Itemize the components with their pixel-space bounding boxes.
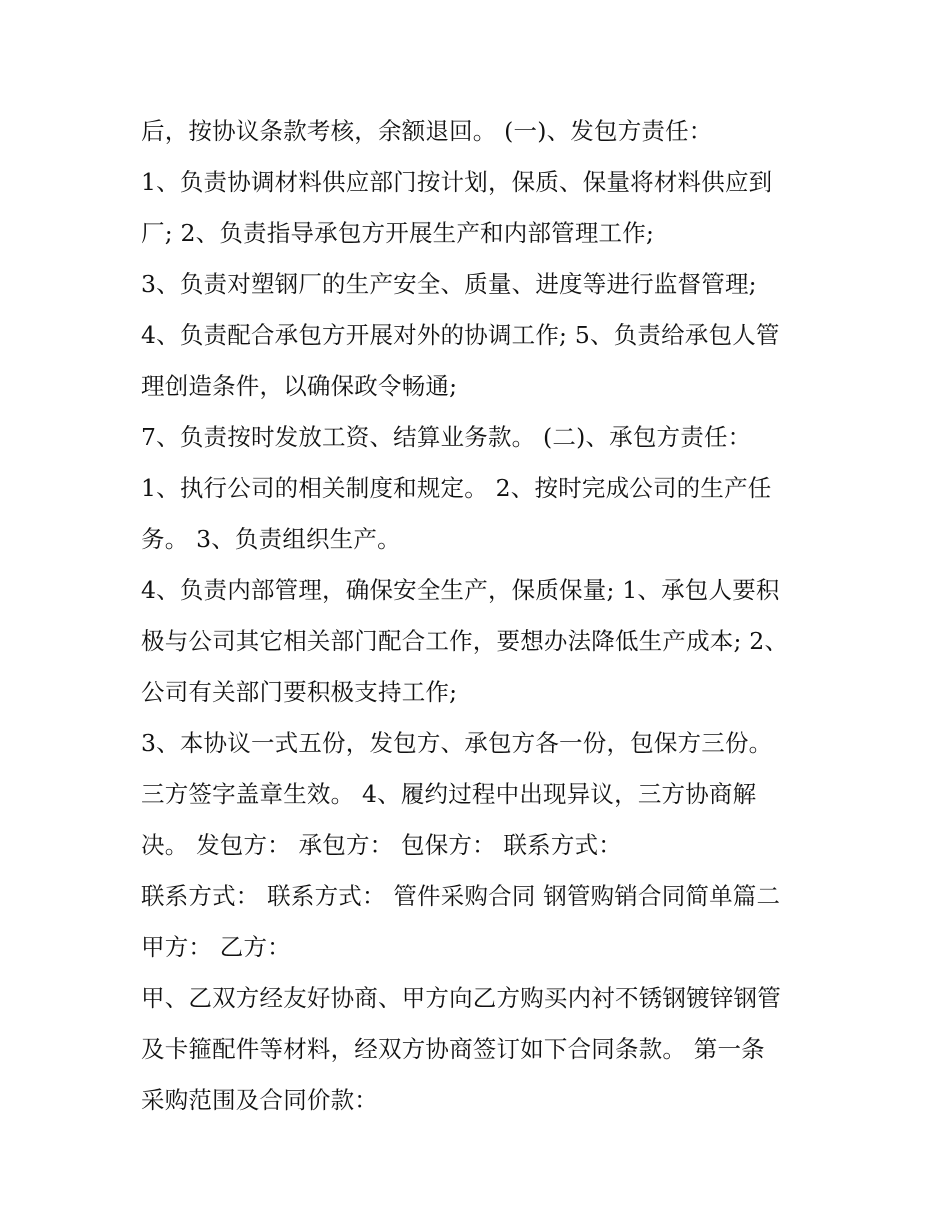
text-line: 厂; 2、负责指导承包方开展生产和内部管理工作; bbox=[141, 219, 655, 247]
document-body bbox=[141, 106, 831, 1126]
text-line: 理创造条件，以确保政令畅通; bbox=[141, 372, 458, 400]
text-line: 4、负责配合承包方开展对外的协调工作; 5、负责给承包人管 bbox=[141, 321, 780, 349]
text-line: 三方签字盖章生效。 4、履约过程中出现异议，三方协商解 bbox=[141, 780, 757, 808]
text-line: 4、负责内部管理，确保安全生产，保质保量; 1、承包人要积 bbox=[141, 576, 780, 604]
text-line: 及卡箍配件等材料，经双方协商签订如下合同条款。 第一条 bbox=[141, 1035, 765, 1063]
text-line: 务。 3、负责组织生产。 bbox=[141, 525, 401, 553]
text-line: 后，按协议条款考核，余额退回。 (一)、发包方责任： bbox=[141, 117, 713, 145]
text-line: 甲方： 乙方： bbox=[141, 933, 291, 961]
text-line: 7、负责按时发放工资、结算业务款。 (二)、承包方责任： bbox=[141, 423, 752, 451]
text-line: 3、本协议一式五份，发包方、承包方各一份，包保方三份。 bbox=[141, 729, 773, 757]
text-line: 甲、乙双方经友好协商、甲方向乙方购买内衬不锈钢镀锌钢管 bbox=[141, 984, 781, 1012]
text-line: 联系方式： 联系方式： 管件采购合同 钢管购销合同简单篇二 bbox=[141, 882, 781, 910]
text-line: 3、负责对塑钢厂的生产安全、质量、进度等进行监督管理; bbox=[141, 270, 757, 298]
text-line: 极与公司其它相关部门配合工作，要想办法降低生产成本; 2、 bbox=[141, 627, 789, 655]
text-line: 决。 发包方： 承包方： 包保方： 联系方式： bbox=[141, 831, 622, 859]
text-line: 采购范围及合同价款： bbox=[141, 1086, 378, 1114]
text-line: 1、负责协调材料供应部门按计划，保质、保量将材料供应到 bbox=[141, 168, 773, 196]
text-line: 1、执行公司的相关制度和规定。 2、按时完成公司的生产任 bbox=[141, 474, 772, 502]
text-line: 公司有关部门要积极支持工作; bbox=[141, 678, 458, 706]
